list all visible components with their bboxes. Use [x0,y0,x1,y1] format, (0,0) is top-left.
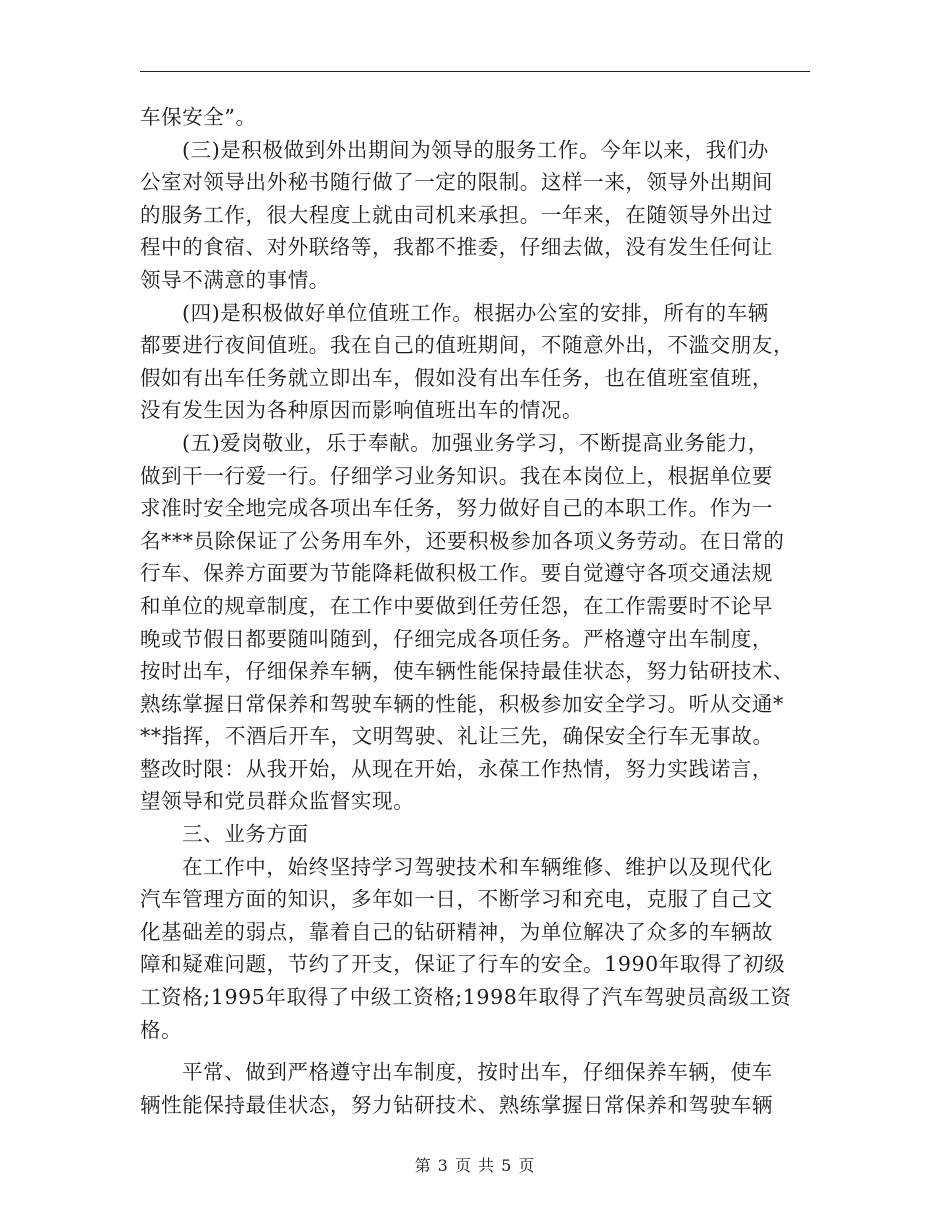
text-line: 望领导和党员群众监督实现。 [140,789,415,814]
text-line: 和单位的规章制度，在工作中要做到任劳任怨，在工作需要时不论早 [140,593,773,618]
text-line: 做到干一行爱一行。仔细学习业务知识。我在本岗位上，根据单位要 [140,463,773,488]
text-line: 工资格;1995年取得了中级工资格;1998年取得了汽车驾驶员高级工资 [140,985,792,1010]
paragraph-gap [140,1046,812,1056]
text-line: 没有发生因为各种原因而影响值班出车的情况。 [140,398,584,423]
text-line: 在工作中，始终坚持学习驾驶技术和车辆维修、维护以及现代化 [182,854,773,879]
text-line: 公室对领导出外秘书随行做了一定的限制。这样一来，领导外出期间 [140,170,773,195]
text-line: 假如有出车任务就立即出车，假如没有出车任务，也在值班室值班， [140,365,773,390]
header-rule [140,71,810,72]
text-line: 领导不满意的事情。 [140,267,330,292]
text-line: 车保安全”。 [140,105,257,129]
text-line: 三、业务方面 [182,822,309,847]
text-line: **指挥，不酒后开车，文明驾驶、礼让三先，确保安全行车无事故。 [140,724,774,749]
text-line: 熟练掌握日常保养和驾驶车辆的性能，积极参加安全学习。听从交通* [140,691,784,716]
text-line: 都要进行夜间值班。我在自己的值班期间，不随意外出，不滥交朋友， [140,333,795,358]
text-line: (三)是积极做到外出期间为领导的服务工作。今年以来，我们办 [182,137,769,162]
text-line: 按时出车，仔细保养车辆，使车辆性能保持最佳状态，努力钻研技术、 [140,659,795,684]
document-body [140,101,812,1121]
text-line: 行车、保养方面要为节能降耗做积极工作。要自觉遵守各项交通法规 [140,561,773,586]
text-line: 整改时限：从我开始，从现在开始，永葆工作热情，努力实践诺言， [140,756,773,781]
text-line: 求准时安全地完成各项出车任务，努力做好自己的本职工作。作为一 [140,496,773,521]
text-line: 格。 [140,1017,183,1042]
page-footer: 第 3 页 共 5 页 [414,1156,536,1175]
text-line: 辆性能保持最佳状态，努力钻研技术、熟练掌握日常保养和驾驶车辆 [140,1092,773,1117]
text-line: (四)是积极做好单位值班工作。根据办公室的安排，所有的车辆 [182,300,769,325]
text-line: 障和疑难问题，节约了开支，保证了行车的安全。1990年取得了初级 [140,952,786,977]
text-line: 平常、做到严格遵守出车制度，按时出车，仔细保养车辆，使车 [182,1060,773,1085]
text-line: 的服务工作，很大程度上就由司机来承担。一年来，在随领导外出过 [140,202,773,227]
text-line: 晚或节假日都要随叫随到，仔细完成各项任务。严格遵守出车制度， [140,626,773,651]
text-line: 汽车管理方面的知识，多年如一日，不断学习和充电，克服了自己文 [140,887,773,912]
text-line: 名***员除保证了公务用车外，还要积极参加各项义务劳动。在日常的 [140,528,785,553]
text-line: (五)爱岗敬业，乐于奉献。加强业务学习，不断提高业务能力， [182,430,769,455]
text-line: 程中的食宿、对外联络等，我都不推委，仔细去做，没有发生任何让 [140,235,773,260]
text-line: 化基础差的弱点，靠着自己的钻研精神，为单位解决了众多的车辆故 [140,919,773,944]
